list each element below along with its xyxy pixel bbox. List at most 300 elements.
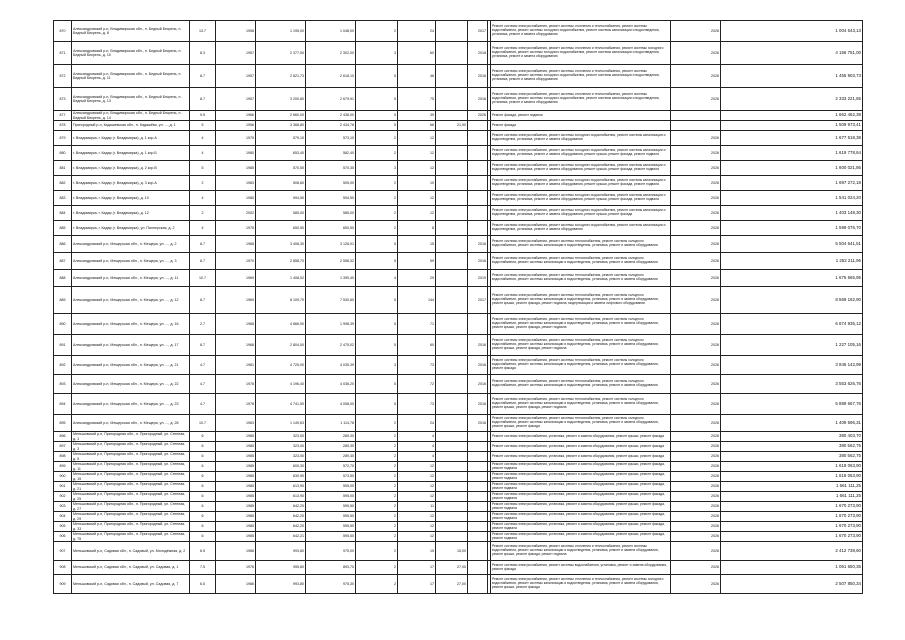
row-number: 890 (54, 314, 72, 335)
last-repair-year-cell: 2016 (468, 65, 488, 88)
area-extra-cell (436, 482, 468, 492)
plan-year-cell: 2026 (671, 415, 721, 432)
cost-cell: 1 541 024,20 (721, 191, 863, 206)
wear-cell: 7.5 (190, 561, 216, 575)
works-cell: Ремонт фасада, ремонт подвала (491, 111, 671, 121)
residents-cell: 72 (398, 375, 436, 394)
wear-cell: 8.7 (190, 335, 216, 356)
year-built-cell: 1985 (216, 161, 256, 176)
year-built-cell: 1970 (216, 253, 256, 270)
floors-cell: 2 (356, 462, 398, 472)
year-built-cell: 1958 (216, 21, 256, 42)
cost-cell: 1 004 643,13 (721, 21, 863, 42)
last-repair-year-cell (468, 492, 488, 502)
living-area-cell: 975,00 (306, 542, 356, 561)
total-area-cell: 2 821,73 (256, 65, 306, 88)
row-number: 891 (54, 335, 72, 356)
address-cell: Александровский р-н, Владимирская обл., п. Бедный Бекрень, п. Бедный Бекрень, д. 14 (72, 111, 190, 121)
last-repair-year-cell (468, 561, 488, 575)
year-built-cell: 1985 (216, 462, 256, 472)
cost-cell: 2 333 221,65 (721, 88, 863, 111)
residents-cell: 71 (398, 314, 436, 335)
table-row (54, 21, 863, 42)
table-row (54, 270, 863, 287)
table-row (54, 502, 863, 512)
table-row (54, 452, 863, 462)
address-cell: Меньшовский р-н, Пригородная обл., п. Пригородный, ул. Степная, д. 11 (72, 462, 190, 472)
living-area-cell: 1 048,00 (306, 21, 356, 42)
row-number: 873 (54, 88, 72, 111)
table-row (54, 191, 863, 206)
year-built-cell: 1980 (216, 146, 256, 161)
table-row (54, 88, 863, 111)
last-repair-year-cell: 2016 (468, 356, 488, 375)
plan-year-cell: 2026 (671, 561, 721, 575)
floors-cell: 3 (356, 161, 398, 176)
last-repair-year-cell (468, 542, 488, 561)
cost-cell: 5 889 667,76 (721, 394, 863, 415)
total-area-cell: 993,80 (256, 542, 306, 561)
wear-cell: 4 (190, 146, 216, 161)
works-cell: Ремонт системы электроснабжения, установка, ремонт и замена оборудования, ремонт крыши, ремонт фасада, ремонт подвала (491, 472, 671, 482)
total-area-cell: 642,20 (256, 512, 306, 522)
plan-year-cell: 2026 (671, 502, 721, 512)
cost-cell: 5 504 641,51 (721, 236, 863, 253)
cost-cell: 1 670 273,90 (721, 522, 863, 532)
living-area-cell: 594,50 (306, 191, 356, 206)
living-area-cell: 595,50 (306, 522, 356, 532)
works-cell: Ремонт системы электроснабжения, ремонт системы теплоснабжения, ремонт системы холодного водоснабжения, ремонт системы канализации и водоотведения, установка, ремонт и замена оборудования, ремонт крыши, ремонт фасада, ремонт подвала (491, 394, 671, 415)
living-area-cell: 595,00 (306, 482, 356, 492)
row-number: 886 (54, 236, 72, 253)
wear-cell: 6 (190, 532, 216, 542)
year-built-cell: 1975 (216, 131, 256, 146)
works-cell: Ремонт системы электроснабжения, установка, ремонт и замена оборудования, ремонт крыши, ремонт фасада, ремонт подвала (491, 482, 671, 492)
works-cell: Ремонт системы электроснабжения, ремонт системы теплоснабжения, ремонт системы холодного водоснабжения, ремонт системы канализации и водоотведения, установка, ремонт и замена оборудования, ремонт фасада (491, 356, 671, 375)
residents-cell: 60 (398, 42, 436, 65)
works-cell: Ремонт системы электроснабжения, ремонт системы отопления и теплоснабжения, ремонт системы водоснабжения, ремонт системы холодного водоснабжения, ремонт системы канализации и водоотведения, установка, ремонт и замена оборудования (491, 88, 671, 111)
table-row (54, 532, 863, 542)
living-area-cell: 4 058,00 (306, 394, 356, 415)
last-repair-year-cell: 2016 (468, 88, 488, 111)
floors-cell: 2 (356, 221, 398, 236)
floors-cell: 5 (356, 394, 398, 415)
plan-year-cell: 2026 (671, 335, 721, 356)
year-built-cell: 1966 (216, 111, 256, 121)
row-number: 893 (54, 375, 72, 394)
table-row (54, 561, 863, 575)
address-cell: Александровский р-н, Владимирская обл., п. Бедный Бекрень, п. Бедный Бекрень, д. 8 (72, 21, 190, 42)
living-area-cell: 2 558,32 (306, 253, 356, 270)
wear-cell: 6 (190, 512, 216, 522)
residents-cell: 15 (398, 236, 436, 253)
cost-cell: 1 670 273,90 (721, 512, 863, 522)
residents-cell: 11 (398, 502, 436, 512)
address-cell: г. Владимирка, г. Кадар (г. Владимирка), ул. Пионерская, д. 2 (72, 221, 190, 236)
address-cell: Меньшовский р-н, Пригородная обл., п. Пригородный, ул. Степная, д. 1 (72, 432, 190, 442)
table-row (54, 472, 863, 482)
cost-cell: 1 227 105,16 (721, 335, 863, 356)
floors-cell: 5 (356, 314, 398, 335)
wear-cell: 9.5 (190, 111, 216, 121)
year-built-cell: 1957 (216, 42, 256, 65)
row-number: 905 (54, 522, 72, 532)
last-repair-year-cell: 2017 (468, 21, 488, 42)
floors-cell: 5 (356, 335, 398, 356)
table-row (54, 432, 863, 442)
row-number: 901 (54, 482, 72, 492)
last-repair-year-cell: 2017 (468, 287, 488, 314)
area-extra-cell (436, 375, 468, 394)
plan-year-cell (671, 111, 721, 121)
address-cell: Александровский р-н, Мещерская обл., п. Мещера, ул. ..., д. 22 (72, 375, 190, 394)
table-row (54, 221, 863, 236)
works-cell: Ремонт системы электроснабжения, ремонт системы холодного водоснабжения, ремонт системы канализации и водоотведения, установка, ремонт и замена оборудования, ремонт крыши, ремонт фасада (491, 206, 671, 221)
cost-cell: 3 553 626,76 (721, 375, 863, 394)
works-cell: Ремонт системы электроснабжения, ремонт системы теплоснабжения, ремонт системы холодного водоснабжения, ремонт системы канализации и водоотведения, установка, ремонт и замена оборудования, ремонт крыши, ремонт фасада, ремонт подвала (491, 335, 671, 356)
table-row (54, 131, 863, 146)
last-repair-year-cell (468, 146, 488, 161)
wear-cell: 6 (190, 502, 216, 512)
last-repair-year-cell: 2016 (468, 236, 488, 253)
total-area-cell: 653,40 (256, 146, 306, 161)
address-cell: г. Владимирка, г. Кадар (г. Владимирка), д. 3 кор.А (72, 176, 190, 191)
cost-cell: 1 509 973,41 (721, 121, 863, 131)
row-number: 896 (54, 432, 72, 442)
cost-cell: 1 618 063,90 (721, 472, 863, 482)
works-cell: Ремонт системы электроснабжения, ремонт системы отопления и теплоснабжения, ремонт системы водоснабжения, ремонт системы холодного водоснабжения, ремонт системы канализации и водоотведения, установка, ремонт и замена оборудования (491, 65, 671, 88)
cost-cell: 8 569 162,90 (721, 287, 863, 314)
residents-cell: 12 (398, 146, 436, 161)
address-cell: г. Владимирка, г. Кадар (г. Владимирка), д. 2 кор.В (72, 161, 190, 176)
plan-year-cell: 2026 (671, 432, 721, 442)
wear-cell: 10.7 (190, 270, 216, 287)
floors-cell: 5 (356, 111, 398, 121)
floors-cell: 2 (356, 532, 398, 542)
row-number: 898 (54, 452, 72, 462)
living-area-cell: 893,70 (306, 561, 356, 575)
residents-cell: 29 (398, 270, 436, 287)
last-repair-year-cell: 2018 (468, 42, 488, 65)
residents-cell: 66 (398, 121, 436, 131)
year-built-cell: 1981 (216, 356, 256, 375)
row-number: 887 (54, 253, 72, 270)
address-cell: Александровский р-н, Мещерская обл., п. Мещера, ул. ..., д. 11 (72, 270, 190, 287)
address-cell: Александровский р-н, Мещерская обл., п. Мещера, ул. ..., д. 12 (72, 287, 190, 314)
area-extra-cell (436, 472, 468, 482)
residents-cell: 10 (398, 176, 436, 191)
year-built-cell: 1975 (216, 221, 256, 236)
table-row (54, 512, 863, 522)
row-number: 894 (54, 394, 72, 415)
row-number: 902 (54, 492, 72, 502)
year-built-cell: 1985 (216, 432, 256, 442)
floors-cell: 2 (356, 21, 398, 42)
area-extra-cell (436, 532, 468, 542)
address-cell: г. Владимирка, г. Кадар (г. Владимирка), д. 10 (72, 191, 190, 206)
residents-cell: 144 (398, 287, 436, 314)
cost-cell: 1 409 596,31 (721, 415, 863, 432)
total-area-cell: 508,60 (256, 176, 306, 191)
plan-year-cell: 2026 (671, 472, 721, 482)
plan-year-cell: 2026 (671, 42, 721, 65)
year-built-cell: 1985 (216, 532, 256, 542)
works-cell: Ремонт системы электроснабжения, ремонт системы холодного водоснабжения, ремонт системы канализации и водоотведения, установка, ремонт и замена оборудования (491, 221, 671, 236)
wear-cell: 5 (190, 161, 216, 176)
total-area-cell: 4 196,40 (256, 375, 306, 394)
works-cell: Ремонт системы электроснабжения, ремонт системы отопления и теплоснабжения, ремонт системы водоснабжения, ремонт системы канализации и водоотведения, установка, ремонт и замена оборудования, ремонт крыши, ремонт фасада, ремонт подвала (491, 542, 671, 561)
cost-cell: 1 455 903,73 (721, 65, 863, 88)
wear-cell: 8.7 (190, 253, 216, 270)
address-cell: Меньшовский р-н, Пригородная обл., п. Пригородный, ул. Степная, д. 29 (72, 512, 190, 522)
total-area-cell: 630,90 (256, 472, 306, 482)
plan-year-cell: 2026 (671, 532, 721, 542)
table-row (54, 356, 863, 375)
table-row (54, 462, 863, 472)
residents-cell: 12 (398, 532, 436, 542)
area-extra-cell: 15,00 (436, 542, 468, 561)
total-area-cell: 579,10 (256, 131, 306, 146)
wear-cell: 4.7 (190, 375, 216, 394)
wear-cell: 6 (190, 522, 216, 532)
row-number: 888 (54, 270, 72, 287)
year-built-cell: 1986 (216, 575, 256, 594)
area-extra-cell (436, 191, 468, 206)
table-row (54, 575, 863, 594)
works-cell: Ремонт системы электроснабжения, установка, ремонт и замена оборудования, ремонт крыши, ремонт фасада, ремонт подвала (491, 462, 671, 472)
living-area-cell: 2 679,91 (306, 88, 356, 111)
living-area-cell: 595,50 (306, 512, 356, 522)
residents-cell: 12 (398, 482, 436, 492)
cost-cell: 1 662 462,38 (721, 111, 863, 121)
residents-cell: 12 (398, 522, 436, 532)
table-row (54, 236, 863, 253)
area-extra-cell: 27,00 (436, 561, 468, 575)
wear-cell: 6 (190, 452, 216, 462)
row-number: 889 (54, 287, 72, 314)
address-cell: Александровский р-н, Владимирская обл., п. Бедный Бекрень, п. Бедный Бекрень, д. 11 (72, 65, 190, 88)
wear-cell: 4.7 (190, 356, 216, 375)
year-built-cell: 1985 (216, 522, 256, 532)
area-extra-cell (436, 335, 468, 356)
plan-year-cell: 2026 (671, 161, 721, 176)
row-number: 899 (54, 462, 72, 472)
works-cell: Ремонт системы электроснабжения, установка, ремонт и замена оборудования, ремонт крыши, ремонт фасада (491, 432, 671, 442)
address-cell: Меньшовский р-н, Пригородная обл., п. Пригородный, ул. Степная, д. 25 (72, 492, 190, 502)
total-area-cell: 323,00 (256, 452, 306, 462)
total-area-cell: 585,00 (256, 206, 306, 221)
address-cell: Александровский р-н, Мещерская обл., п. Мещера, ул. ..., д. 3 (72, 253, 190, 270)
residents-cell: 17 (398, 561, 436, 575)
plan-year-cell: 2026 (671, 65, 721, 88)
table-row (54, 335, 863, 356)
total-area-cell: 2 858,70 (256, 253, 306, 270)
plan-year-cell: 2026 (671, 314, 721, 335)
works-cell: Ремонт системы электроснабжения, ремонт системы водоснабжения, установка, ремонт и замена оборудования, ремонт фасада (491, 561, 671, 575)
last-repair-year-cell (468, 432, 488, 442)
table-row (54, 121, 863, 131)
wear-cell: 8.7 (190, 287, 216, 314)
row-number: 904 (54, 512, 72, 522)
row-number: 881 (54, 161, 72, 176)
plan-year-cell: 2026 (671, 191, 721, 206)
total-area-cell: 2 804,00 (256, 335, 306, 356)
address-cell: Александровский р-н, Мещерская обл., п. Мещера, ул. ..., д. 16 (72, 314, 190, 335)
address-cell: Меньшовский р-н, Пригородная обл., п. Пригородный, ул. Степная, д. 3 (72, 442, 190, 452)
floors-cell: 2 (356, 542, 398, 561)
area-extra-cell (436, 512, 468, 522)
address-cell: г. Владимирка, г. Кадар (г. Владимирка), д. 1 кор.Б (72, 146, 190, 161)
area-extra-cell (436, 415, 468, 432)
address-cell: Меньшовский р-н, Пригородная обл., п. Пригородный, ул. Степная, д. 21 (72, 482, 190, 492)
address-cell: Меньшовский р-н, Садовая обл., п. Садовый, ул. Молодёжная, д. 2 (72, 542, 190, 561)
works-cell: Ремонт системы электроснабжения, ремонт системы отопления и теплоснабжения, ремонт системы холодного водоснабжения, ремонт системы холодного водоснабжения, ремонт системы канализации и водоотведения, установка, ремонт и замена оборудования (491, 42, 671, 65)
residents-cell: 73 (398, 356, 436, 375)
area-extra-cell (436, 206, 468, 221)
total-area-cell: 4 866,90 (256, 314, 306, 335)
table-row (54, 375, 863, 394)
living-area-cell: 3 126,01 (306, 236, 356, 253)
cost-cell: 1 697 272,18 (721, 176, 863, 191)
row-number: 903 (54, 502, 72, 512)
row-number: 870 (54, 21, 72, 42)
total-area-cell: 613,90 (256, 482, 306, 492)
plan-year-cell: 2026 (671, 88, 721, 111)
plan-year-cell: 2026 (671, 206, 721, 221)
table-row (54, 206, 863, 221)
last-repair-year-cell (468, 206, 488, 221)
total-area-cell: 2 660,00 (256, 111, 306, 121)
row-number: 879 (54, 131, 72, 146)
year-built-cell: 1986 (216, 542, 256, 561)
address-cell: Александровский р-н, Мещерская обл., п. Мещера, ул. ..., д. 23 (72, 394, 190, 415)
total-area-cell: 570,50 (256, 161, 306, 176)
cost-cell: 1 675 565,95 (721, 270, 863, 287)
floors-cell: 2 (356, 512, 398, 522)
table-row (54, 176, 863, 191)
plan-year-cell: 2026 (671, 575, 721, 594)
floors-cell: 2 (356, 176, 398, 191)
wear-cell: 6 (190, 492, 216, 502)
address-cell: Александровский р-н, Мещерская обл., п. Мещера, ул. ..., д. 17 (72, 335, 190, 356)
table-row (54, 542, 863, 561)
area-extra-cell (436, 176, 468, 191)
works-cell: Ремонт системы электроснабжения, ремонт системы теплоснабжения, ремонт системы холодного водоснабжения, ремонт системы канализации и водоотведения, установка, ремонт и замена оборудования, ремонт крыши, ремонт фасада (491, 415, 671, 432)
year-built-cell: 2002 (216, 206, 256, 221)
last-repair-year-cell (468, 191, 488, 206)
total-area-cell: 4 741,50 (256, 394, 306, 415)
area-extra-cell (436, 146, 468, 161)
last-repair-year-cell (468, 131, 488, 146)
wear-cell: 6.5 (190, 542, 216, 561)
cost-cell: 1 670 273,90 (721, 502, 863, 512)
residents-cell: 59 (398, 253, 436, 270)
address-cell: Александровский р-н, Владимирская обл., п. Бедный Бекрень, п. Бедный Бекрень, д. 13 (72, 88, 190, 111)
wear-cell: 4.7 (190, 394, 216, 415)
plan-year-cell: 2026 (671, 452, 721, 462)
living-area-cell: 505,00 (306, 176, 356, 191)
works-cell: Ремонт системы электроснабжения, ремонт системы холодного водоснабжения, ремонт системы канализации и водоотведения, установка, ремонт и замена оборудования (491, 131, 671, 146)
wear-cell: 13.7 (190, 21, 216, 42)
residents-cell: 12 (398, 161, 436, 176)
living-area-cell: 289,30 (306, 452, 356, 462)
works-cell: Ремонт системы электроснабжения, установка, ремонт и замена оборудования, ремонт крыши, ремонт фасада, ремонт подвала (491, 522, 671, 532)
row-number: 906 (54, 532, 72, 542)
year-built-cell: 1985 (216, 472, 256, 482)
year-built-cell: 1976 (216, 561, 256, 575)
last-repair-year-cell (468, 452, 488, 462)
row-number: 871 (54, 42, 72, 65)
last-repair-year-cell (468, 472, 488, 482)
plan-year-cell: 2026 (671, 375, 721, 394)
last-repair-year-cell (468, 221, 488, 236)
plan-year-cell: 2026 (671, 482, 721, 492)
area-extra-cell (436, 131, 468, 146)
residents-cell: 12 (398, 462, 436, 472)
works-cell: Ремонт системы электроснабжения, ремонт системы теплоснабжения, ремонт системы холодного водоснабжения, ремонт системы канализации и водоотведения, установка, ремонт и замена оборудования, ремонт крыши, ремонт фасада, ремонт подвала (491, 314, 671, 335)
address-cell: г. Владимирка, г. Кадар (г. Владимирка), д. 12 (72, 206, 190, 221)
living-area-cell: 573,10 (306, 131, 356, 146)
living-area-cell: 289,30 (306, 432, 356, 442)
last-repair-year-cell (468, 442, 488, 452)
wear-cell: 6 (190, 462, 216, 472)
total-area-cell: 594,50 (256, 191, 306, 206)
last-repair-year-cell: 2016 (468, 394, 488, 415)
cost-cell: 4 156 751,00 (721, 42, 863, 65)
last-repair-year-cell (468, 512, 488, 522)
row-number: 900 (54, 472, 72, 482)
cost-cell: 1 670 273,90 (721, 532, 863, 542)
address-cell: Меньшовский р-н, Садовая обл., п. Садовый, ул. Садовая, д. 1 (72, 561, 190, 575)
year-built-cell: 1957 (216, 88, 256, 111)
last-repair-year-cell: 2026 (468, 111, 488, 121)
row-number: 877 (54, 111, 72, 121)
works-cell: Ремонт системы электроснабжения, ремонт системы холодного водоснабжения, ремонт системы канализации и водоотведения, установка, ремонт и замена оборудования, ремонт крыши, ремонт фасада, ремонт подвала (491, 146, 671, 161)
last-repair-year-cell: 2019 (468, 270, 488, 287)
plan-year-cell: 2026 (671, 522, 721, 532)
table-row (54, 146, 863, 161)
floors-cell: 4 (356, 270, 398, 287)
residents-cell: 17 (398, 575, 436, 594)
floors-cell: 2 (356, 472, 398, 482)
living-area-cell: 585,00 (306, 206, 356, 221)
living-area-cell: 1 998,39 (306, 314, 356, 335)
living-area-cell: 1 399,40 (306, 270, 356, 287)
table-row (54, 314, 863, 335)
area-extra-cell (436, 442, 468, 452)
works-cell: Ремонт системы электроснабжения, установка, ремонт и замена оборудования, ремонт крыши, ремонт фасада, ремонт подвала (491, 492, 671, 502)
total-area-cell: 323,00 (256, 442, 306, 452)
living-area-cell: 582,40 (306, 146, 356, 161)
works-cell: Ремонт системы электроснабжения, ремонт системы теплоснабжения, ремонт системы холодного водоснабжения, ремонт системы канализации и водоотведения, установка, ремонт и замена оборудования (491, 270, 671, 287)
living-area-cell: 570,30 (306, 161, 356, 176)
plan-year-cell: 2026 (671, 356, 721, 375)
works-cell: Ремонт системы электроснабжения, ремонт системы холодного водоснабжения, ремонт системы канализации и водоотведения, установка, ремонт и замена оборудования, ремонт крыши, ремонт фасада, ремонт подвала (491, 161, 671, 176)
total-area-cell: 642,21 (256, 532, 306, 542)
address-cell: Меньшовский р-н, Садовая обл., п. Садовый, ул. Садовая, д. 7 (72, 575, 190, 594)
plan-year-cell: 2026 (671, 146, 721, 161)
last-repair-year-cell (468, 462, 488, 472)
area-extra-cell (436, 492, 468, 502)
cost-cell: 1 661 111,25 (721, 492, 863, 502)
living-area-cell: 2 438,00 (306, 111, 356, 121)
floors-cell: 2 (356, 415, 398, 432)
address-cell: г. Владимирка, г. Кадар (г. Владимирка), д. 1 кор.А (72, 131, 190, 146)
plan-year-cell: 2026 (671, 253, 721, 270)
year-built-cell: 1957 (216, 65, 256, 88)
cost-cell: 2 412 738,60 (721, 542, 863, 561)
floors-cell: 2 (356, 442, 398, 452)
